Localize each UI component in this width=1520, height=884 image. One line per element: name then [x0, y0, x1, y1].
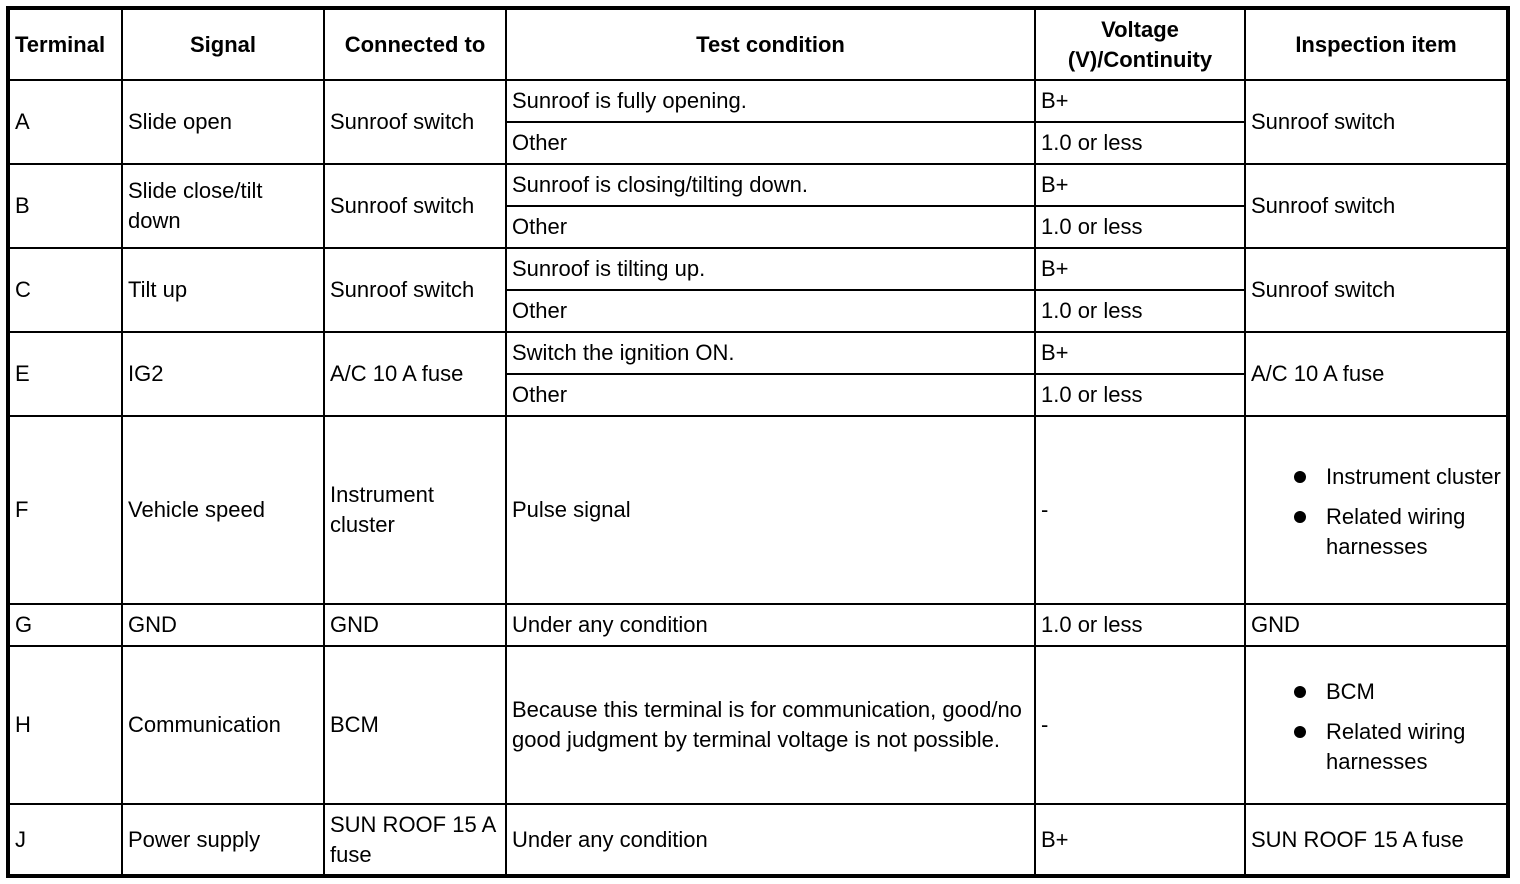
inspection-cell: A/C 10 A fuse [1245, 332, 1508, 416]
voltage-cell: B+ [1035, 248, 1245, 290]
voltage-cell: B+ [1035, 804, 1245, 876]
condition-cell: Because this terminal is for communication, good/no good judgment by terminal voltage is not possible. [506, 646, 1035, 804]
condition-cell: Other [506, 290, 1035, 332]
bullet-icon [1294, 471, 1306, 483]
inspection-list [1251, 462, 1501, 562]
header-voltage: Voltage (V)/Continuity [1035, 8, 1245, 80]
condition-cell: Sunroof is closing/tilting down. [506, 164, 1035, 206]
terminal-cell: A [8, 80, 122, 164]
voltage-cell: - [1035, 416, 1245, 604]
condition-cell: Switch the ignition ON. [506, 332, 1035, 374]
voltage-cell: 1.0 or less [1035, 122, 1245, 164]
terminal-cell: C [8, 248, 122, 332]
connected-cell: BCM [324, 646, 506, 804]
list-item-label: Related wiring harnesses [1326, 719, 1466, 774]
header-inspection-item: Inspection item [1245, 8, 1508, 80]
signal-cell: GND [122, 604, 324, 646]
header-test-condition: Test condition [506, 8, 1035, 80]
list-item-label: Related wiring harnesses [1326, 504, 1466, 559]
table-row [8, 248, 1508, 290]
inspection-list [1251, 677, 1501, 777]
list-item [1251, 717, 1501, 777]
voltage-cell: - [1035, 646, 1245, 804]
signal-cell: Tilt up [122, 248, 324, 332]
voltage-cell: B+ [1035, 80, 1245, 122]
terminal-cell: G [8, 604, 122, 646]
list-item [1251, 502, 1501, 562]
list-item [1251, 462, 1501, 492]
signal-cell: Vehicle speed [122, 416, 324, 604]
condition-cell: Under any condition [506, 804, 1035, 876]
bullet-icon [1294, 726, 1306, 738]
table-row [8, 604, 1508, 646]
header-terminal: Terminal [8, 8, 122, 80]
connected-cell: GND [324, 604, 506, 646]
terminal-cell: B [8, 164, 122, 248]
list-item-label: BCM [1326, 679, 1375, 704]
terminal-cell: H [8, 646, 122, 804]
list-item-label: Instrument cluster [1326, 464, 1501, 489]
header-signal: Signal [122, 8, 324, 80]
condition-cell: Other [506, 122, 1035, 164]
signal-cell: IG2 [122, 332, 324, 416]
signal-cell: Slide open [122, 80, 324, 164]
header-connected-to: Connected to [324, 8, 506, 80]
terminal-cell: E [8, 332, 122, 416]
inspection-cell: SUN ROOF 15 A fuse [1245, 804, 1508, 876]
inspection-cell [1245, 646, 1508, 804]
table-row [8, 416, 1508, 604]
signal-cell: Communication [122, 646, 324, 804]
signal-cell: Power supply [122, 804, 324, 876]
condition-cell: Other [506, 374, 1035, 416]
voltage-cell: 1.0 or less [1035, 604, 1245, 646]
connected-cell: Sunroof switch [324, 248, 506, 332]
inspection-cell: Sunroof switch [1245, 164, 1508, 248]
terminal-cell: F [8, 416, 122, 604]
table-row [8, 164, 1508, 206]
bullet-icon [1294, 511, 1306, 523]
inspection-cell [1245, 416, 1508, 604]
connected-cell: Sunroof switch [324, 164, 506, 248]
condition-cell: Pulse signal [506, 416, 1035, 604]
connected-cell: A/C 10 A fuse [324, 332, 506, 416]
connected-cell: SUN ROOF 15 A fuse [324, 804, 506, 876]
voltage-cell: 1.0 or less [1035, 290, 1245, 332]
condition-cell: Under any condition [506, 604, 1035, 646]
connected-cell: Sunroof switch [324, 80, 506, 164]
inspection-cell: Sunroof switch [1245, 248, 1508, 332]
terminal-cell: J [8, 804, 122, 876]
voltage-cell: 1.0 or less [1035, 206, 1245, 248]
list-item [1251, 677, 1501, 707]
inspection-cell: GND [1245, 604, 1508, 646]
connected-cell: Instrument cluster [324, 416, 506, 604]
condition-cell: Other [506, 206, 1035, 248]
inspection-cell: Sunroof switch [1245, 80, 1508, 164]
table-row [8, 646, 1508, 804]
condition-cell: Sunroof is tilting up. [506, 248, 1035, 290]
voltage-cell: B+ [1035, 332, 1245, 374]
table-row [8, 332, 1508, 374]
bullet-icon [1294, 686, 1306, 698]
terminal-inspection-table [6, 6, 1510, 878]
voltage-cell: 1.0 or less [1035, 374, 1245, 416]
table-row [8, 80, 1508, 122]
voltage-cell: B+ [1035, 164, 1245, 206]
condition-cell: Sunroof is fully opening. [506, 80, 1035, 122]
table-row [8, 804, 1508, 876]
signal-cell: Slide close/tilt down [122, 164, 324, 248]
header-row [8, 8, 1508, 80]
